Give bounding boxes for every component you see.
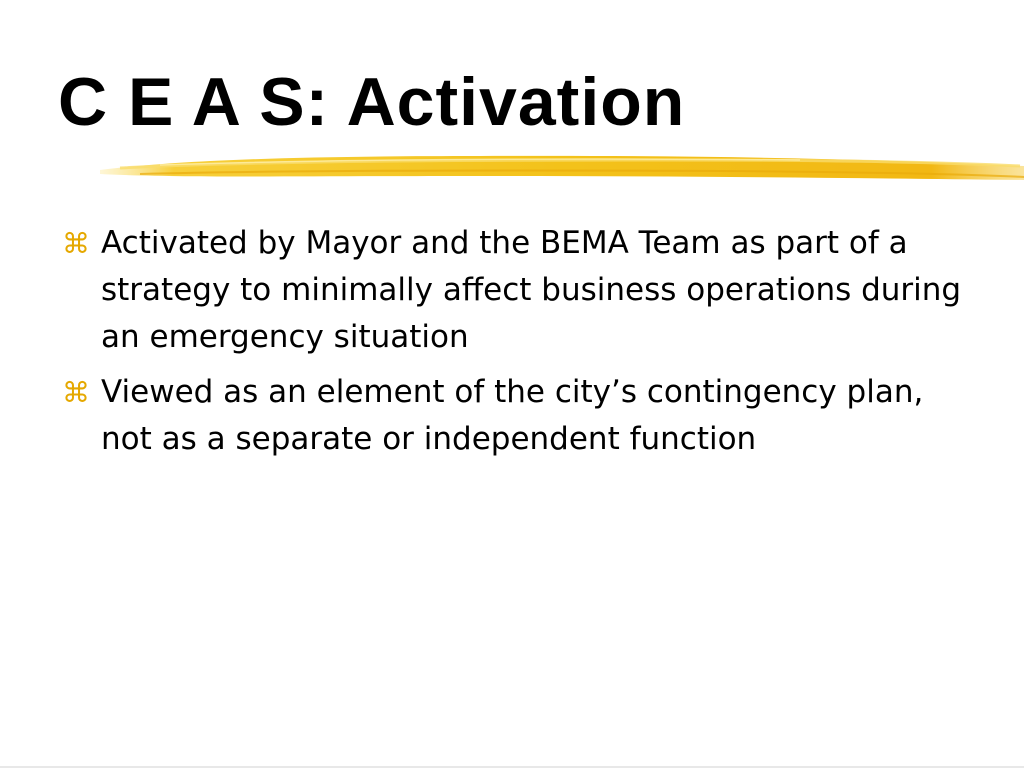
bullet-text: Viewed as an element of the city’s contingency plan, not as a separate or independent function (101, 374, 924, 457)
bullet-item (62, 369, 962, 463)
bullet-list (62, 220, 962, 471)
bullet-item (62, 220, 962, 361)
slide-title: C E A S: Activation (58, 64, 686, 140)
command-key-icon: ⌘ (62, 376, 90, 409)
command-key-icon: ⌘ (62, 227, 90, 260)
title-underline-brush-stroke (100, 148, 1024, 188)
bullet-text: Activated by Mayor and the BEMA Team as part of a strategy to minimally affect business operations during an emergency situation (101, 225, 962, 355)
